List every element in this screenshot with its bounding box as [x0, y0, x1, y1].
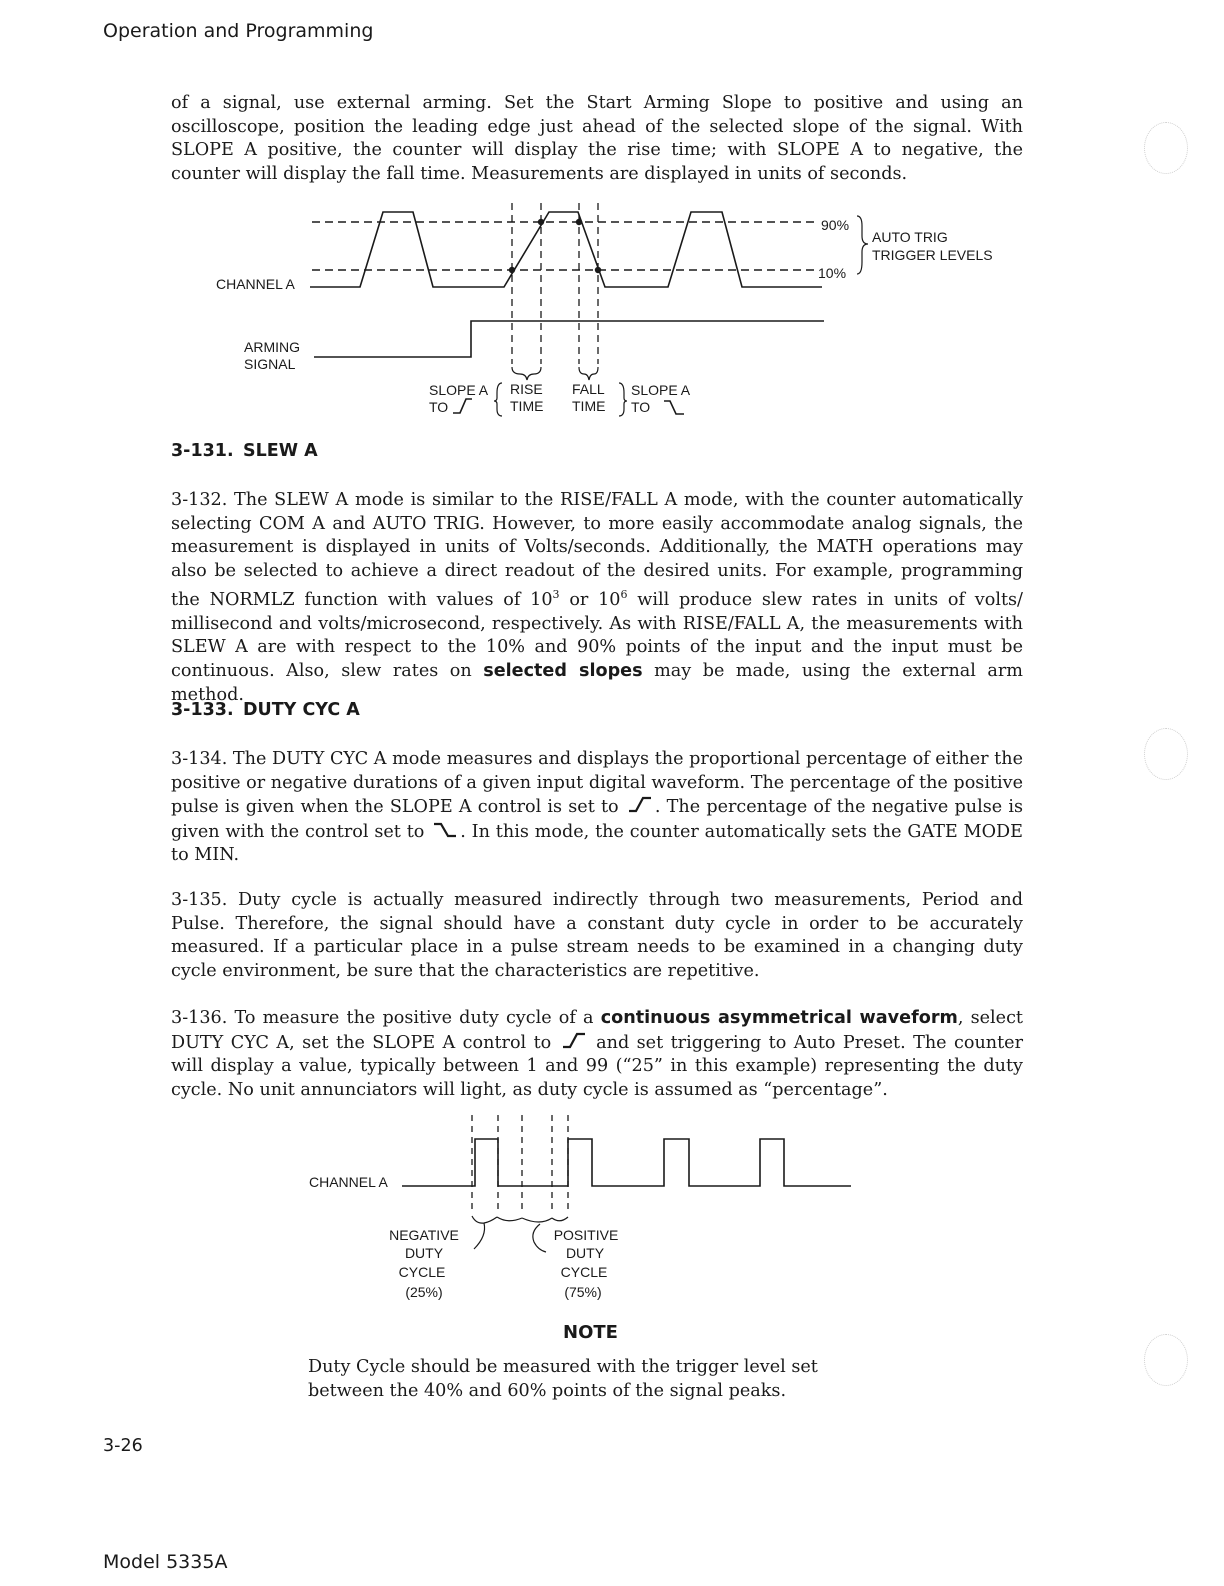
negative-duty-label-2: DUTY [404, 1245, 444, 1261]
running-footer: Model 5335A [103, 1551, 228, 1573]
slope-a-pos-label-2: TO [429, 399, 449, 415]
channel-a-label: CHANNEL A [216, 276, 295, 292]
section-title: SLEW A [243, 441, 318, 461]
positive-slope-icon [625, 795, 655, 815]
negative-duty-label-1: NEGATIVE [389, 1227, 459, 1243]
section-number: 3-133. [171, 700, 234, 720]
trigger-levels-label: TRIGGER LEVELS [872, 247, 993, 263]
paragraph-3-132: 3-132. The SLEW A mode is similar to the RISE/FALL A mode, with the counter automatically selecting COM A and AUTO TRIG. However, to more easily accommodate analog signals, the measurement is displayed in units of Volts/seconds. Additionally, the MATH operations may also be selected to achieve a direct readout of the desired units. For example, programming the NORMLZ function with values of $10^3$ or $10^6$ will produce slew rates in units of volts/ millisecond and volts/microsecond, respectively. As with RISE/FALL A, the measurements with SLEW A are with respect to the 10% and 90% points of the input and the input must be continuous. Also, slew rates on selected slopes may be made, using the external arm method. [171, 490, 1023, 705]
trigger-levels-brace [857, 216, 868, 274]
fall-label-2: TIME [572, 398, 606, 414]
paragraph-3-136: 3-136. To measure the positive duty cycle of a continuous asymmetrical waveform, select DUTY CYC A, set the SLOPE A control to and set triggering to Auto Preset. The counter will display a value, typically between 1 and 99 (“25” in this example) representing the duty cycle. No unit annunciators will light, as duty cycle is assumed as “percentage”. [171, 1008, 1024, 1100]
positive-duty-label-1: POSITIVE [553, 1227, 619, 1243]
arming-signal-waveform [314, 321, 824, 357]
arming-label-2: SIGNAL [244, 356, 296, 372]
section-title: DUTY CYC A [243, 700, 360, 720]
positive-slope-icon [559, 1031, 589, 1051]
positive-slope-icon [453, 399, 472, 413]
positive-duty-label-2: DUTY [565, 1245, 605, 1261]
negative-duty-label-3: CYCLE [398, 1264, 446, 1280]
slope-a-neg-label-1: SLOPE A [631, 382, 691, 398]
negative-slope-icon [664, 401, 684, 414]
section-number: 3-131. [171, 441, 234, 461]
fall-label-1: FALL [572, 381, 605, 397]
positive-duty-pointer [533, 1224, 546, 1252]
rise-label-1: RISE [510, 381, 543, 397]
trigger-points [509, 219, 601, 273]
binder-hole-icon [1144, 728, 1188, 780]
positive-duty-value: (75%) [564, 1284, 602, 1300]
negative-duty-value: (25%) [405, 1284, 443, 1300]
channel-a-waveform [310, 212, 822, 287]
paragraph-3-135: 3-135. Duty cycle is actually measured indirectly through two measurements, Period and Pulse. Therefore, the signal should have a constant duty cycle in order to be accurately measured. If a particular place in a pulse stream needs to be examined in a changing duty cycle environment, be sure that the characteristics are repetitive. [171, 890, 1023, 981]
negative-slope-icon [430, 820, 460, 840]
note-title: NOTE [563, 1322, 618, 1343]
intro-paragraph: of a signal, use external arming. Set the Start Arming Slope to positive and using an oscilloscope, position the leading edge just ahead of the selected slope of the signal. With SLOPE A positive, the counter will display the rise time; with SLOPE A to negative, the counter will display the fall time. Measurements are displayed in units of seconds. [171, 93, 1023, 184]
slope-a-neg-label-2: TO [631, 399, 651, 415]
paragraph-3-134: 3-134. The DUTY CYC A mode measures and displays the proportional percentage of either the positive or negative durations of a given input digital waveform. The percentage of the positive pulse is given when the SLOPE A control is set to . The percentage of the negative pulse is given with the control set to . In this mode, the counter automatically sets the GATE MODE to MIN. [171, 749, 1024, 866]
duty-cycle-waveform [402, 1139, 851, 1186]
duty-channel-a-label: CHANNEL A [309, 1174, 388, 1190]
auto-trig-label: AUTO TRIG [872, 229, 948, 245]
positive-duty-label-3: CYCLE [560, 1264, 608, 1280]
rise-brace [512, 367, 541, 380]
fall-brace [579, 367, 598, 380]
arming-label-1: ARMING [244, 339, 300, 355]
section-heading-3-133 [171, 700, 360, 720]
slope-a-pos-label-1: SLOPE A [429, 382, 489, 398]
level-90-label: 90% [821, 217, 850, 233]
running-header: Operation and Programming [103, 20, 374, 42]
note-body: Duty Cycle should be measured with the trigger level set between the 40% and 60% points of the signal peaks. [308, 1357, 818, 1401]
level-10-label: 10% [818, 265, 847, 281]
rise-label-2: TIME [510, 398, 544, 414]
negative-duty-pointer [474, 1223, 485, 1249]
binder-hole-icon [1144, 122, 1188, 174]
binder-hole-icon [1144, 1334, 1188, 1386]
section-heading-3-131 [171, 441, 318, 461]
page-number: 3-26 [103, 1436, 143, 1456]
